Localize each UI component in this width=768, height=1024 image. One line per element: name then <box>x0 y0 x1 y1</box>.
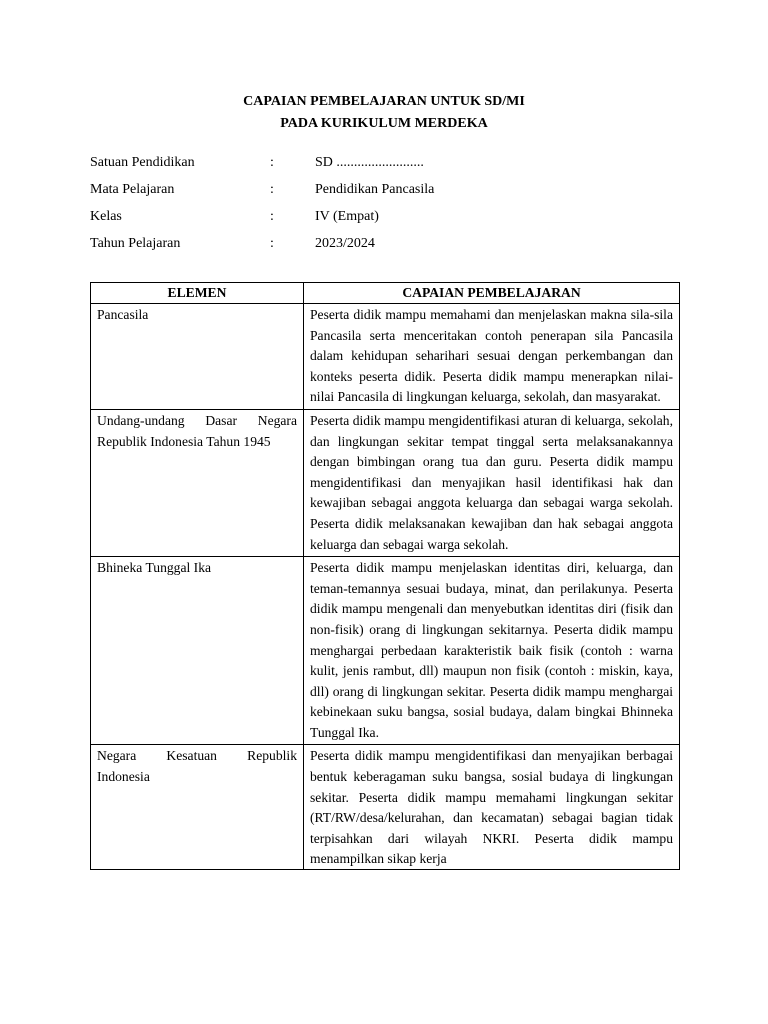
element-cell: Bhineka Tunggal Ika <box>91 557 304 745</box>
meta-label: Mata Pelajaran <box>90 182 175 197</box>
learning-outcomes-table <box>90 282 680 870</box>
table-row <box>91 409 680 556</box>
header-elemen: ELEMEN <box>91 283 304 304</box>
outcome-text-clipped: Peserta didik mampu mengidentifikasi dan menyajikan berbagai bentuk keberagaman suku bangsa, sosial budaya di lingkungan sekitar. Peserta didik mampu memahami lingkungan sekitar (RT/RW/desa/kelurahan, dan kecamatan) sebagai bagian tidak terpisahkan dari wilayah NKRI. Peserta didik mampu menampilkan sikap kerja <box>310 748 673 867</box>
outcome-cell: Peserta didik mampu memahami dan menjelaskan makna sila-sila Pancasila serta menceritakan contoh penerapan sila Pancasila dalam kehidupan seharihari sesuai dengan perkembangan dan konteks peserta didik. Peserta didik mampu menerapkan nilai-nilai Pancasila di lingkungan keluarga, sekolah, dan masyarakat. <box>304 304 680 410</box>
meta-value: SD ......................... <box>315 155 424 170</box>
outcome-cell: Peserta didik mampu mengidentifikasi aturan di keluarga, sekolah, dan lingkungan sekitar tempat tinggal serta melaksanakannya dengan bimbingan orang tua dan guru. Peserta didik mampu mengidentifikasi dan menyajikan hasil identifikasi hak dan kewajiban sebagai anggota keluarga dan sebagai warga sekolah. Peserta didik melaksanakan kewajiban dan hak sebagai anggota keluarga dan sebagai warga sekolah. <box>304 409 680 556</box>
meta-row-tahun <box>90 235 690 262</box>
meta-value: IV (Empat) <box>315 209 379 224</box>
meta-value: 2023/2024 <box>315 236 375 251</box>
meta-separator: : <box>270 236 274 251</box>
meta-row-mapel <box>90 181 690 208</box>
meta-separator: : <box>270 155 274 170</box>
meta-row-satuan <box>90 154 690 181</box>
element-cell: Undang-undang Dasar Negara Republik Indonesia Tahun 1945 <box>91 409 304 556</box>
table-row <box>91 304 680 410</box>
element-cell: Pancasila <box>91 304 304 410</box>
table-header-row <box>91 283 680 304</box>
meta-separator: : <box>270 182 274 197</box>
outcome-cell <box>304 745 680 870</box>
meta-value: Pendidikan Pancasila <box>315 182 435 197</box>
outcome-cell: Peserta didik mampu menjelaskan identitas diri, keluarga, dan teman-temannya sesuai budaya, minat, dan perilakunya. Peserta didik mampu mengenali dan menyebutkan identitas diri (fisik dan non-fisik) orang di lingkungan sekitarnya. Peserta didik mampu menghargai perbedaan karakteristik baik fisik (contoh : warna kulit, jenis rambut, dll) maupun non fisik (contoh : miskin, kaya, dll) orang di lingkungan sekitar. Peserta didik mampu menghargai kebinekaan suku bangsa, sosial budaya, dalam bingkai Bhinneka Tunggal Ika. <box>304 557 680 745</box>
meta-separator: : <box>270 209 274 224</box>
table-row <box>91 557 680 745</box>
document-title-line1: CAPAIAN PEMBELAJARAN UNTUK SD/MI <box>243 94 525 109</box>
element-cell: Negara Kesatuan Republik Indonesia <box>91 745 304 870</box>
meta-label: Tahun Pelajaran <box>90 236 181 251</box>
meta-row-kelas <box>90 208 690 235</box>
document-title-line2: PADA KURIKULUM MERDEKA <box>280 116 488 131</box>
meta-label: Kelas <box>90 209 122 224</box>
header-capaian: CAPAIAN PEMBELAJARAN <box>304 283 680 304</box>
meta-label: Satuan Pendidikan <box>90 155 195 170</box>
table-row <box>91 745 680 870</box>
identity-block <box>90 154 690 262</box>
